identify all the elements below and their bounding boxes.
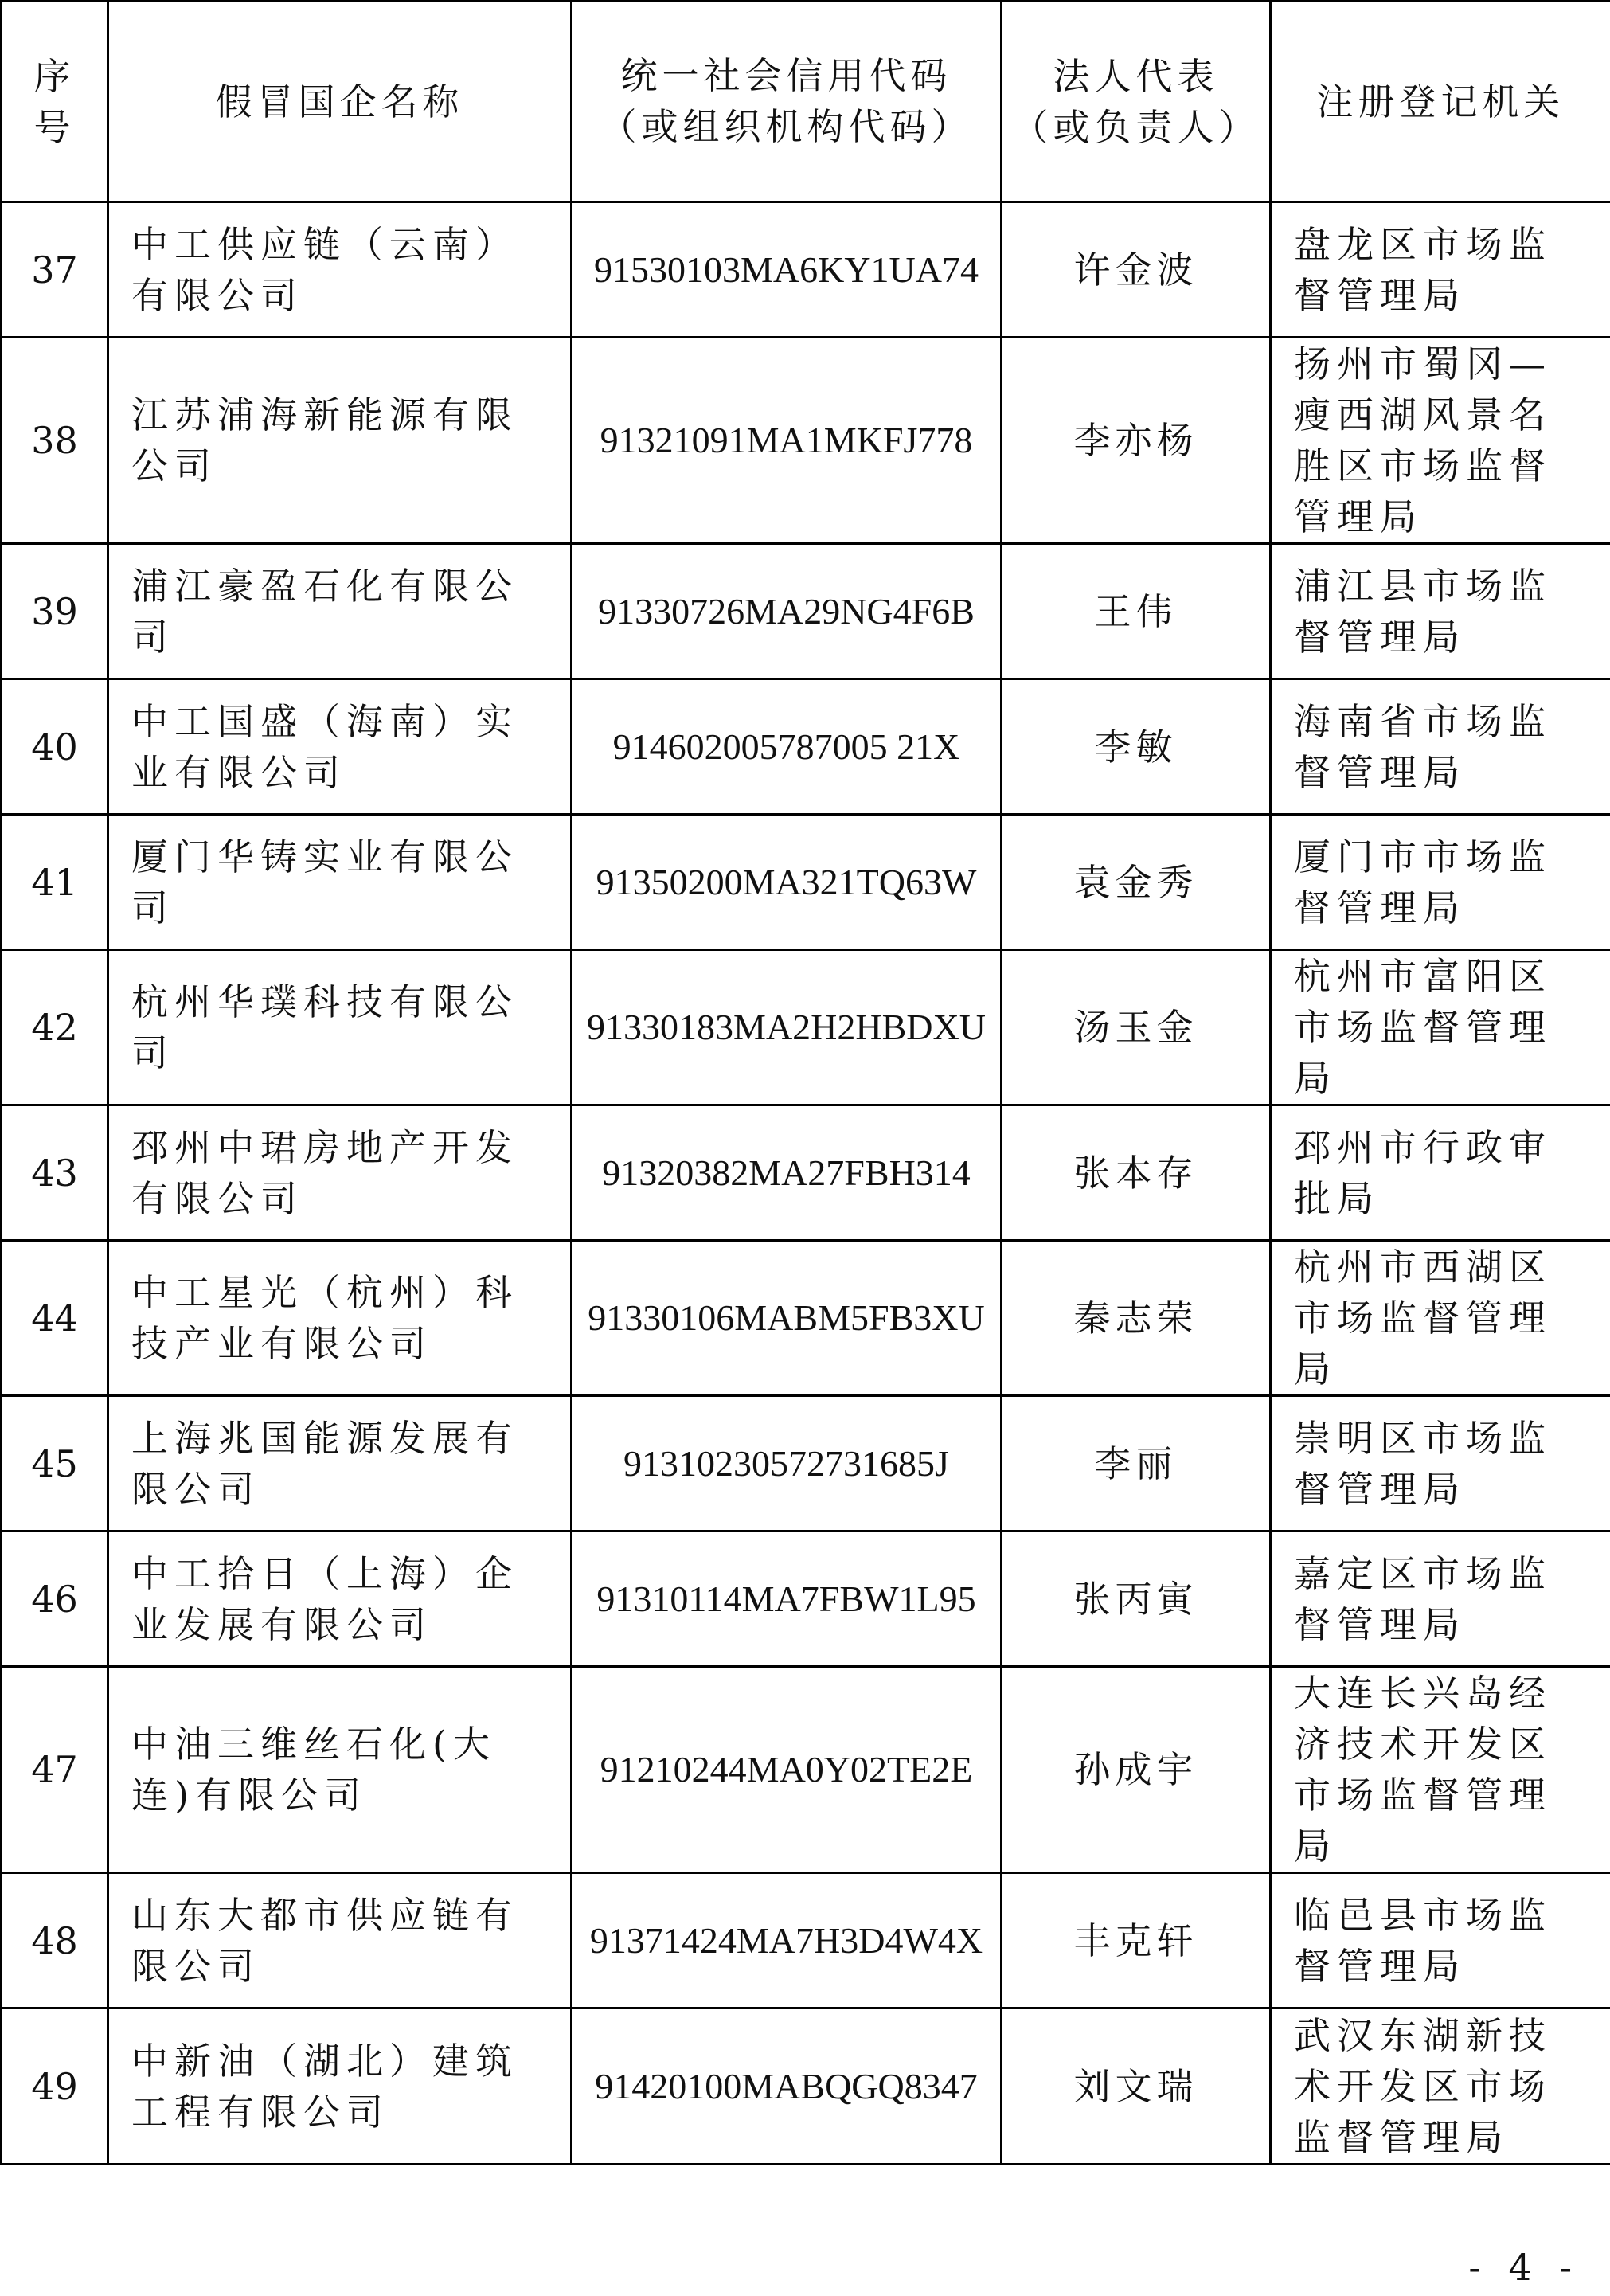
row-registration-authority: 盘龙区市场监督管理局 — [1271, 202, 1610, 338]
row-company-name: 厦门华铸实业有限公司 — [108, 815, 572, 950]
row-company-name: 山东大都市供应链有限公司 — [108, 1873, 572, 2009]
row-company-name: 中工星光（杭州）科技产业有限公司 — [108, 1241, 572, 1396]
row-company-name: 中新油（湖北）建筑工程有限公司 — [108, 2009, 572, 2165]
row-index: 37 — [2, 202, 108, 338]
row-legal-representative: 王伟 — [1002, 544, 1271, 679]
row-legal-representative: 许金波 — [1002, 202, 1271, 338]
row-registration-authority: 临邑县市场监督管理局 — [1271, 1873, 1610, 2009]
row-registration-authority: 崇明区市场监督管理局 — [1271, 1396, 1610, 1531]
row-index: 44 — [2, 1241, 108, 1396]
row-legal-representative: 张本存 — [1002, 1105, 1271, 1241]
table-row — [2, 202, 1610, 338]
row-company-name: 浦江豪盈石化有限公司 — [108, 544, 572, 679]
row-registration-authority: 扬州市蜀冈—瘦西湖风景名胜区市场监督管理局 — [1271, 338, 1610, 544]
row-registration-authority: 大连长兴岛经济技术开发区市场监督管理局 — [1271, 1667, 1610, 1873]
row-index: 42 — [2, 950, 108, 1105]
row-credit-code: 91350200MA321TQ63W — [572, 815, 1002, 950]
row-company-name: 邳州中珺房地产开发有限公司 — [108, 1105, 572, 1241]
header-legal-representative: 法人代表 （或负责人） — [1002, 2, 1271, 202]
row-registration-authority: 杭州市西湖区市场监督管理局 — [1271, 1241, 1610, 1396]
row-legal-representative: 秦志荣 — [1002, 1241, 1271, 1396]
table-row — [2, 2009, 1610, 2165]
row-registration-authority: 邳州市行政审批局 — [1271, 1105, 1610, 1241]
row-index: 41 — [2, 815, 108, 950]
row-legal-representative: 袁金秀 — [1002, 815, 1271, 950]
row-registration-authority: 海南省市场监督管理局 — [1271, 679, 1610, 815]
row-company-name: 中工拾日（上海）企业发展有限公司 — [108, 1531, 572, 1667]
row-credit-code: 91310230572731685J — [572, 1396, 1002, 1531]
row-registration-authority: 嘉定区市场监督管理局 — [1271, 1531, 1610, 1667]
row-credit-code: 91330106MABM5FB3XU — [572, 1241, 1002, 1396]
row-legal-representative: 张丙寅 — [1002, 1531, 1271, 1667]
row-legal-representative: 李亦杨 — [1002, 338, 1271, 544]
row-legal-representative: 孙成宇 — [1002, 1667, 1271, 1873]
row-legal-representative: 丰克轩 — [1002, 1873, 1271, 2009]
row-index: 47 — [2, 1667, 108, 1873]
row-credit-code: 91310114MA7FBW1L95 — [572, 1531, 1002, 1667]
table-row — [2, 815, 1610, 950]
table-row — [2, 1873, 1610, 2009]
row-registration-authority: 厦门市市场监督管理局 — [1271, 815, 1610, 950]
row-credit-code: 91371424MA7H3D4W4X — [572, 1873, 1002, 2009]
row-credit-code: 91320382MA27FBH314 — [572, 1105, 1002, 1241]
table-row — [2, 679, 1610, 815]
row-index: 43 — [2, 1105, 108, 1241]
row-index: 40 — [2, 679, 108, 815]
row-credit-code: 91330183MA2H2HBDXU — [572, 950, 1002, 1105]
row-credit-code: 91210244MA0Y02TE2E — [572, 1667, 1002, 1873]
header-index: 序 号 — [2, 2, 108, 202]
row-index: 48 — [2, 1873, 108, 2009]
row-credit-code: 91330726MA29NG4F6B — [572, 544, 1002, 679]
row-index: 49 — [2, 2009, 108, 2165]
row-registration-authority: 武汉东湖新技术开发区市场监督管理局 — [1271, 2009, 1610, 2165]
table-row — [2, 1241, 1610, 1396]
table-row — [2, 1531, 1610, 1667]
row-registration-authority: 浦江县市场监督管理局 — [1271, 544, 1610, 679]
row-company-name: 中工供应链（云南）有限公司 — [108, 202, 572, 338]
header-registration-authority: 注册登记机关 — [1271, 2, 1610, 202]
row-index: 46 — [2, 1531, 108, 1667]
row-company-name: 上海兆国能源发展有限公司 — [108, 1396, 572, 1531]
page-number: - 4 - — [1468, 2246, 1580, 2289]
row-index: 38 — [2, 338, 108, 544]
header-credit-code: 统一社会信用代码 （或组织机构代码） — [572, 2, 1002, 202]
table-row — [2, 1396, 1610, 1531]
row-company-name: 中工国盛（海南）实业有限公司 — [108, 679, 572, 815]
header-company-name: 假冒国企名称 — [108, 2, 572, 202]
row-registration-authority: 杭州市富阳区市场监督管理局 — [1271, 950, 1610, 1105]
row-company-name: 江苏浦海新能源有限公司 — [108, 338, 572, 544]
row-credit-code: 91321091MA1MKFJ778 — [572, 338, 1002, 544]
row-legal-representative: 刘文瑞 — [1002, 2009, 1271, 2165]
table-row — [2, 1105, 1610, 1241]
table-row — [2, 338, 1610, 544]
row-credit-code: 91420100MABQGQ8347 — [572, 2009, 1002, 2165]
row-legal-representative: 李丽 — [1002, 1396, 1271, 1531]
row-index: 39 — [2, 544, 108, 679]
table-header-row — [2, 2, 1610, 202]
table-row — [2, 544, 1610, 679]
row-legal-representative: 李敏 — [1002, 679, 1271, 815]
row-company-name: 中油三维丝石化(大连)有限公司 — [108, 1667, 572, 1873]
row-credit-code: 91530103MA6KY1UA74 — [572, 202, 1002, 338]
row-index: 45 — [2, 1396, 108, 1531]
row-legal-representative: 汤玉金 — [1002, 950, 1271, 1105]
table-row — [2, 950, 1610, 1105]
row-credit-code: 914602005787005 21X — [572, 679, 1002, 815]
row-company-name: 杭州华璞科技有限公司 — [108, 950, 572, 1105]
table-row — [2, 1667, 1610, 1873]
